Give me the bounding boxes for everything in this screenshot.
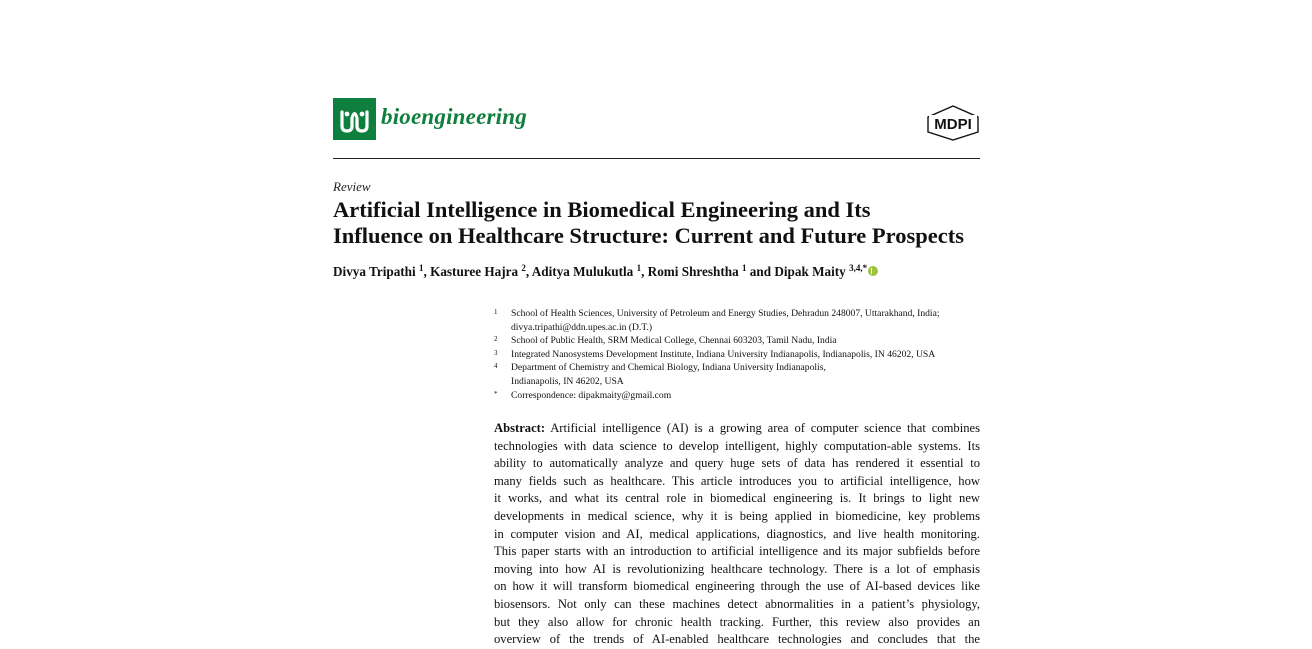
abstract-line: in computer vision and AI, medical applications, diagnostics, and live health monitoring. — [494, 526, 980, 541]
abstract-line: but they also allow for chronic health tracking. Further, this review also provides an — [494, 614, 980, 629]
abstract — [494, 420, 980, 649]
affiliation-item — [494, 334, 994, 348]
journal-name: bioengineering — [381, 104, 527, 129]
abstract-line: overview of the trends of AI-enabled healthcare technologies and concludes that the — [494, 632, 980, 647]
author-name[interactable]: Divya Tripathi — [333, 264, 416, 279]
author-affiliation-mark: 1 — [636, 263, 642, 273]
orcid-icon[interactable] — [868, 266, 878, 276]
affiliation-item — [494, 348, 994, 362]
abstract-line: moving into how AI is revolutionizing healthcare technology. There is a lot of emphasis — [494, 561, 980, 576]
abstract-line: it works, and what its central role in biomedical engineering is. It brings to light new — [494, 491, 980, 506]
abstract-label: Abstract: — [494, 421, 546, 435]
author-affiliation-mark: 1 — [741, 263, 747, 273]
affiliation-number: 3 — [494, 348, 498, 357]
abstract-line: developments in medical science, why it is being applied in biomedicine, key problems — [494, 508, 980, 523]
correspondence-email[interactable]: Correspondence: dipakmaity@gmail.com — [511, 389, 672, 401]
abstract-line: This paper starts with an introduction to artificial intelligence and its major subfields before — [494, 544, 980, 559]
author-name[interactable]: Romi Shreshtha — [647, 264, 739, 279]
abstract-line: ability to automatically analyze and query huge sets of data has rendered it essential to — [494, 456, 980, 471]
author-name[interactable]: Aditya Mulukutla — [531, 264, 634, 279]
author-separator: , — [423, 264, 431, 279]
author-separator: , — [641, 264, 648, 279]
header-divider — [333, 158, 980, 159]
title-line: Influence on Healthcare Structure: Current and Future Prospects — [333, 223, 964, 248]
author-affiliation-mark: 1 — [418, 263, 424, 273]
abstract-line: technologies with data science to develop intelligent, highly computation-able systems. Its — [494, 438, 980, 453]
correspondence-mark: * — [494, 389, 498, 398]
affiliations — [494, 307, 994, 402]
affiliation-number: 4 — [494, 362, 498, 371]
author-separator: , — [525, 264, 532, 279]
mdpi-logo-text: MDPI — [934, 116, 972, 133]
abstract-line: on how it will transform biomedical engineering through the use of AI-based devices like — [494, 579, 980, 594]
mdpi-logo-icon — [926, 105, 980, 141]
affiliation-item — [494, 389, 994, 403]
affiliation-text: Indianapolis, IN 46202, USA — [511, 375, 624, 387]
abstract-line: biosensors. Not only can these machines detect abnormalities in a patient’s physiology, — [494, 596, 980, 611]
article-type: Review — [333, 179, 371, 194]
author-name[interactable]: Dipak Maity — [774, 264, 846, 279]
affiliation-text: School of Public Health, SRM Medical College, Chennai 603203, Tamil Nadu, India — [511, 335, 837, 347]
title-line: Artificial Intelligence in Biomedical Engineering and Its — [333, 197, 871, 222]
affiliation-item — [494, 361, 994, 388]
affiliation-item — [494, 307, 994, 334]
author-affiliation-mark: 3,4,* — [849, 263, 868, 273]
abstract-line: Abstract: Artificial intelligence (AI) is a growing area of computer science that combines — [494, 421, 980, 435]
author-affiliation-mark: 2 — [521, 263, 526, 273]
affiliation-text: School of Health Sciences, University of Petroleum and Energy Studies, Dehradun 248007, Uttarakhand, India; — [511, 308, 940, 319]
author-name[interactable]: Kasturee Hajra — [430, 264, 519, 279]
bioengineering-logo-icon — [333, 98, 376, 140]
affiliation-number: 1 — [494, 308, 498, 316]
abstract-line: many fields such as healthcare. This article introduces you to artificial intelligence, how — [494, 473, 980, 488]
affiliation-number: 2 — [494, 335, 498, 344]
journal-logo — [333, 98, 376, 140]
affiliation-text: Department of Chemistry and Chemical Biology, Indiana University Indianapolis, — [511, 362, 826, 374]
publisher-logo — [926, 105, 980, 141]
affiliation-email[interactable]: divya.tripathi@ddn.upes.ac.in (D.T.) — [511, 321, 653, 333]
article-title — [333, 197, 993, 249]
affiliation-text: Integrated Nanosystems Development Institute, Indiana University Indianapolis, Indianapolis, IN 46202, USA — [511, 348, 936, 360]
author-separator: and — [746, 264, 775, 279]
author-list — [333, 263, 878, 280]
